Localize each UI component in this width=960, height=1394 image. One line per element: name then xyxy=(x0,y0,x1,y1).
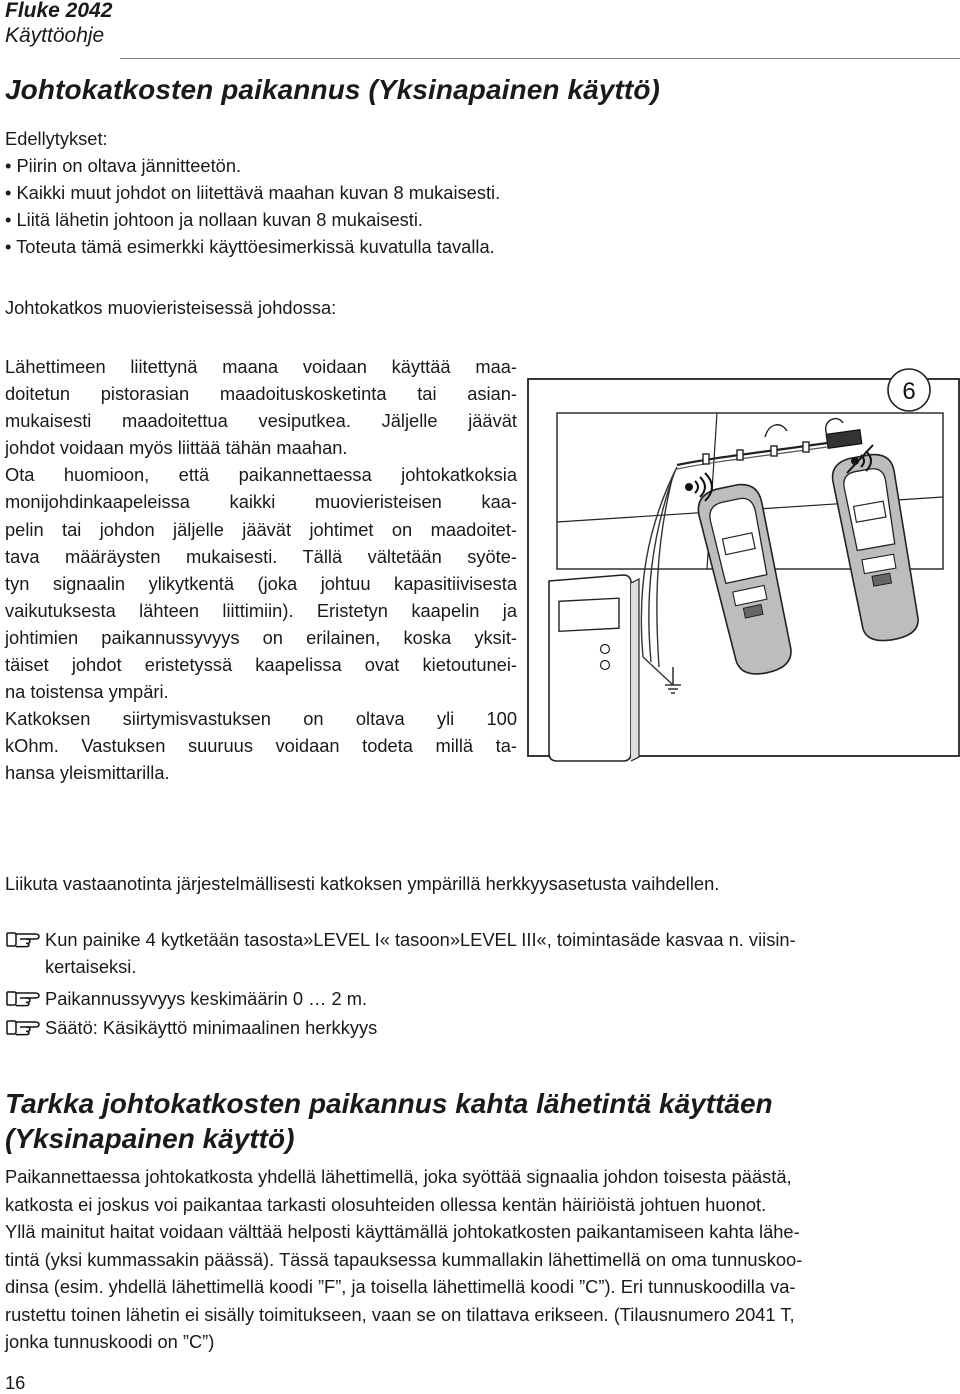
section-heading-break-location: Johtokatkosten paikannus (Yksinapainen käyttö) xyxy=(5,74,660,105)
transmitter-device xyxy=(549,575,639,761)
paragraph-line: tintä (yksi kummassakin päässä). Tässä tapauksessa kummallakin lähettimellä on oma tunnuskoo- xyxy=(5,1248,803,1270)
figure-number: 6 xyxy=(902,378,916,405)
section-two-paragraph xyxy=(5,1163,955,1356)
prerequisite-item: • Piirin on oltava jännitteetön. xyxy=(5,155,242,176)
tip-item xyxy=(5,1014,960,1042)
paragraph-line: jonka tunnuskoodi on ”C”) xyxy=(5,1331,215,1352)
instruction-text: Liikuta vastaanotinta järjestelmällisesti katkoksen ympärillä herkkyysasetusta vaihdellen. xyxy=(5,873,720,894)
paragraph-line: katkosta ei joskus voi paikantaa tarkasti olosuhteiden ollessa kentän häiriöistä johtuen huonot. xyxy=(5,1193,767,1215)
paragraph-line: rustettu toinen lähetin ei sisälly toimitukseen, vaan se on tilattava erikseen. (Tilausnumero 2041 T, xyxy=(5,1303,795,1325)
heading-line: (Yksinapainen käyttö) xyxy=(5,1123,295,1154)
prerequisite-item: • Kaikki muut johdot on liitettävä maahan kuvan 8 mukaisesti. xyxy=(5,182,501,203)
section-heading-two-transmitters xyxy=(5,1086,955,1156)
body-line: vaikutuksesta lähteen liittimiin). Eristetyn kaapelin ja xyxy=(5,599,517,621)
paragraph-line: dinsa (esim. yhdellä lähettimellä koodi ”F”, ja toisella lähettimellä koodi ”C”). Eri tunnuskoodilla va- xyxy=(5,1276,796,1297)
body-line: Lähettimeen liitettynä maana voidaan käyttää maa- xyxy=(5,356,517,377)
receiver-device-right xyxy=(830,451,923,645)
pointing-hand-icon xyxy=(5,928,41,950)
figure-6-illustration xyxy=(527,357,960,765)
receiver-device-left xyxy=(694,481,796,680)
prerequisite-item: • Liitä lähetin johtoon ja nollaan kuvan 8 mukaisesti. xyxy=(5,209,423,230)
tip-item xyxy=(5,926,960,982)
tip-line: kertaiseksi. xyxy=(45,956,137,977)
body-line: tava määräysten mukaisesti. Tällä vältetään syöte- xyxy=(5,545,517,567)
body-line: doitetun pistorasian maadoituskosketinta tai asian- xyxy=(5,383,517,405)
heading-line: Tarkka johtokatkosten paikannus kahta lähetintä käyttäen xyxy=(5,1088,773,1119)
prerequisite-item: • Toteuta tämä esimerkki käyttöesimerkissä kuvatulla tavalla. xyxy=(5,236,495,257)
body-line: pelin tai johdon jäljelle jäävät johtimet on maadoitet- xyxy=(5,518,517,540)
tip-line: Kun painike 4 kytketään tasosta»LEVEL I« tasoon»LEVEL III«, toimintasäde kasvaa n. viisin- xyxy=(45,929,796,950)
body-line: täiset johdot eristetyssä kaapelissa ovat kietoutunei- xyxy=(5,654,517,676)
page-number: 16 xyxy=(5,1372,26,1393)
body-line: johdot voidaan myös liittää tähän maahan. xyxy=(5,437,348,459)
body-line: Ota huomioon, että paikannettaessa johtokatkoksia xyxy=(5,464,517,486)
body-line: tyn signaalin ylikytkentä (joka johtuu kapasitiivisesta xyxy=(5,572,517,594)
tip-line: Paikannussyvyys keskimäärin 0 … 2 m. xyxy=(45,988,368,1009)
cable-with-break-icon xyxy=(677,419,862,469)
body-line: johtimien paikannussyvyys on erilainen, koska yksit- xyxy=(5,626,517,648)
body-line: hansa yleismittarilla. xyxy=(5,762,170,784)
figure-number-badge xyxy=(888,369,930,411)
connection-wires xyxy=(641,467,677,685)
body-line: monijohdinkaapeleissa kaikki muovieristeisen kaa- xyxy=(5,491,517,513)
tip-item xyxy=(5,985,960,1013)
body-line: Katkoksen siirtymisvastuksen on oltava yli 100 xyxy=(5,708,517,730)
tip-line: Säätö: Käsikäyttö minimaalinen herkkyys xyxy=(45,1017,378,1038)
paragraph-line: Paikannettaessa johtokatkosta yhdellä lähettimellä, joka syöttää signaalia johdon toisesta päästä, xyxy=(5,1166,792,1187)
document-type-label: Käyttöohje xyxy=(5,24,105,47)
body-text-column xyxy=(5,353,517,787)
pointing-hand-icon xyxy=(5,1016,41,1038)
pointing-hand-icon xyxy=(5,987,41,1009)
prerequisites-label: Edellytykset: xyxy=(5,128,108,149)
paragraph-line: Yllä mainitut haitat voidaan välttää helposti käyttämällä johtokatkosten paikantamiseen kahta lähe- xyxy=(5,1221,800,1242)
document-product-title: Fluke 2042 xyxy=(5,0,113,22)
header-divider xyxy=(120,58,960,59)
signal-waves-icon xyxy=(686,473,712,501)
body-line: na toistensa ympäri. xyxy=(5,681,169,703)
subheading-plastic-insulated: Johtokatkos muovieristeisessä johdossa: xyxy=(5,297,337,318)
body-line: mukaisesti maadoitettua vesiputkea. Jäljelle jäävät xyxy=(5,410,517,432)
body-line: kOhm. Vastuksen suuruus voidaan todeta millä ta- xyxy=(5,735,517,757)
